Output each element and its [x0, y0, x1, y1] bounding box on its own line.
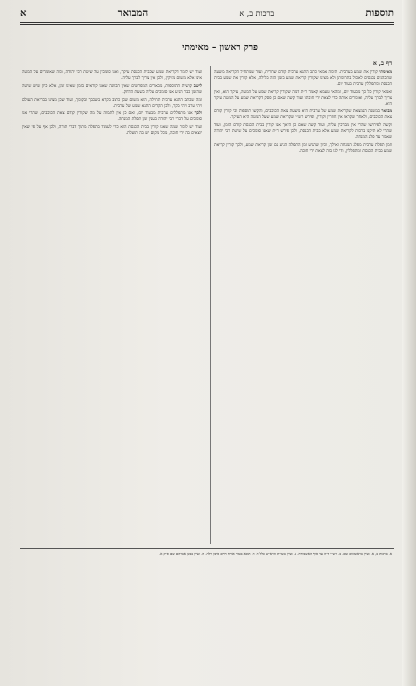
paragraph-lead: מאימתי	[379, 70, 392, 75]
paragraph	[214, 90, 392, 108]
paragraph-text: ומה שכתב התנא ערבית תחילה, הוא משום שכן כתוב בקרא בשכבך ובקומך, ועוד שכן מצינו בבריאת העולם ויהי ערב ויהי בקר, ולכן הקדים התנא שמע של ערבית.	[22, 97, 202, 109]
paragraph-lead: ולכך	[194, 111, 202, 117]
paragraph	[214, 143, 392, 155]
paragraph-text: קושית התוספות, מבארים המפרשים שאין הכוונה שאנו קוראים בזמן שאינו זמן, אלא כיון שיש שיטה שהזמן כבר הגיע אנו סומכים עליה בשעת הדחק.	[22, 83, 202, 95]
paragraph-lead: לישב	[193, 83, 202, 89]
header-page-letter: א	[20, 7, 27, 19]
paragraph	[22, 98, 202, 110]
header-rule-2	[20, 24, 394, 25]
header-rule	[20, 22, 394, 23]
paragraph	[214, 70, 392, 88]
paragraph	[22, 70, 202, 82]
page-ref: דף ב, א	[372, 60, 392, 67]
paragraph-text: ועוד יש לומר דקריאת שמע שבבית הכנסת עיקר, ואנו סומכין על שיטת רבי יהודה, ומה שאומרים על המטה אינו אלא משום מזיקין, ולכן אין צריך לברך עליה.	[22, 70, 202, 81]
footnote: ד. הובא בטור אורח חיים סימן רלה.	[205, 552, 255, 556]
header-right-title: תוספות	[365, 7, 394, 19]
paragraph-lead: מבואר	[381, 109, 392, 115]
footnote: א. ברכות ב, א. ועיין בראשונים שם.	[342, 552, 392, 556]
footnotes	[22, 552, 392, 672]
footnote: ב. רש״י ד״ה עד סוף האשמורה.	[297, 552, 341, 556]
header-left-title: המבואר	[117, 7, 149, 19]
right-column	[214, 70, 392, 540]
paragraph-text: אנו מתפללים ערבית מבעוד יום, ואם כן אין לתמוה על מה שקורין קודם צאת הכוכבים, שהרי אנו סומכים על דברי רבי יהודה בענין זמן תפלת המנחה.	[22, 111, 202, 123]
paragraph	[214, 109, 392, 121]
footnote-rule	[20, 548, 394, 549]
page-header	[20, 6, 394, 20]
paragraph-text: במשנה הנמצאת שקריאת שמע של ערבית היא משעת צאת הכוכבים, והקשו תוספות וכי קורין קודם צאת הכוכבים, ולאחר שקראו אין חוזרין וקורין, ופירש רש״י שקריאת שמע שעל המטה היא העיקר.	[214, 109, 392, 121]
paragraph-text: וזמן תפלת ערבית מפלג המנחה ואילך, וכיון שהגיע זמן התפלה הגיע גם זמן קריאת שמע, ולכך קורין קריאת שמע בבית הכנסת ומתפללין, ודי לנו בזה לצאת ידי חובה.	[214, 142, 392, 154]
paragraph	[22, 84, 202, 96]
column-divider	[210, 66, 211, 544]
header-center: ברכות ב, א	[239, 8, 275, 18]
book-spine	[402, 0, 416, 686]
footnote: ה. ועיין במגן אברהם שם ס״ק א.	[159, 552, 205, 556]
paragraph	[22, 125, 202, 137]
left-column	[22, 70, 202, 540]
paragraph-text: וקשה לפירושו שהרי אין מברכין עליה, ועוד קשה שאם כן היאך אנו קורין בבית הכנסת קודם הזמן, ועוד שהרי לא תיקנו ברכות לקריאת שמע אלא בבית הכנסת, ולכן פירש ר״ת שאנו סומכים על שיטת רבי יהודה שאמר עד פלג המנחה.	[214, 123, 392, 141]
footnote: ג. ועיין בשו״ת הרא״ש כלל ד.	[255, 552, 297, 556]
paragraph	[214, 123, 392, 141]
paragraph-text: ועוד יש לומר שמה שאנו קורין בבית הכנסת הוא כדי לעמוד בתפלה מתוך דברי תורה, ולכן אף על פי שאין יוצאים בה ידי חובה, מכל מקום יש בה תועלת.	[22, 125, 202, 137]
chapter-title: פרק ראשון – מאימתי	[182, 43, 258, 53]
paragraph	[22, 111, 202, 123]
paragraph-text: קורין את שמע בערבית. תימה אמאי כתב התנא ערבית קודם שחרית, ועוד שמתחיל הקריאה משעה שהכהנים נכנסים לאכול בתרומתן ולא מצינו שקורין קריאת שמע בזמן הזה בלילה, אלא קורין את שמע בבית הכנסת ומתפללין ערבית בעוד יום.	[214, 70, 392, 87]
paragraph-text: ואמאי קורין כל כך מבעוד יום, ומהאי טעמא קאמר ר״ת דמה שקורין קריאת שמע על המטה, עיקר הוא, ואין צריך לברך עליה, ואומרים אותה כדי לצאת ידי חובתו ועוד קשה שאם כן פסק דקריאת שמע על המטה עיקר היא.	[214, 89, 392, 107]
